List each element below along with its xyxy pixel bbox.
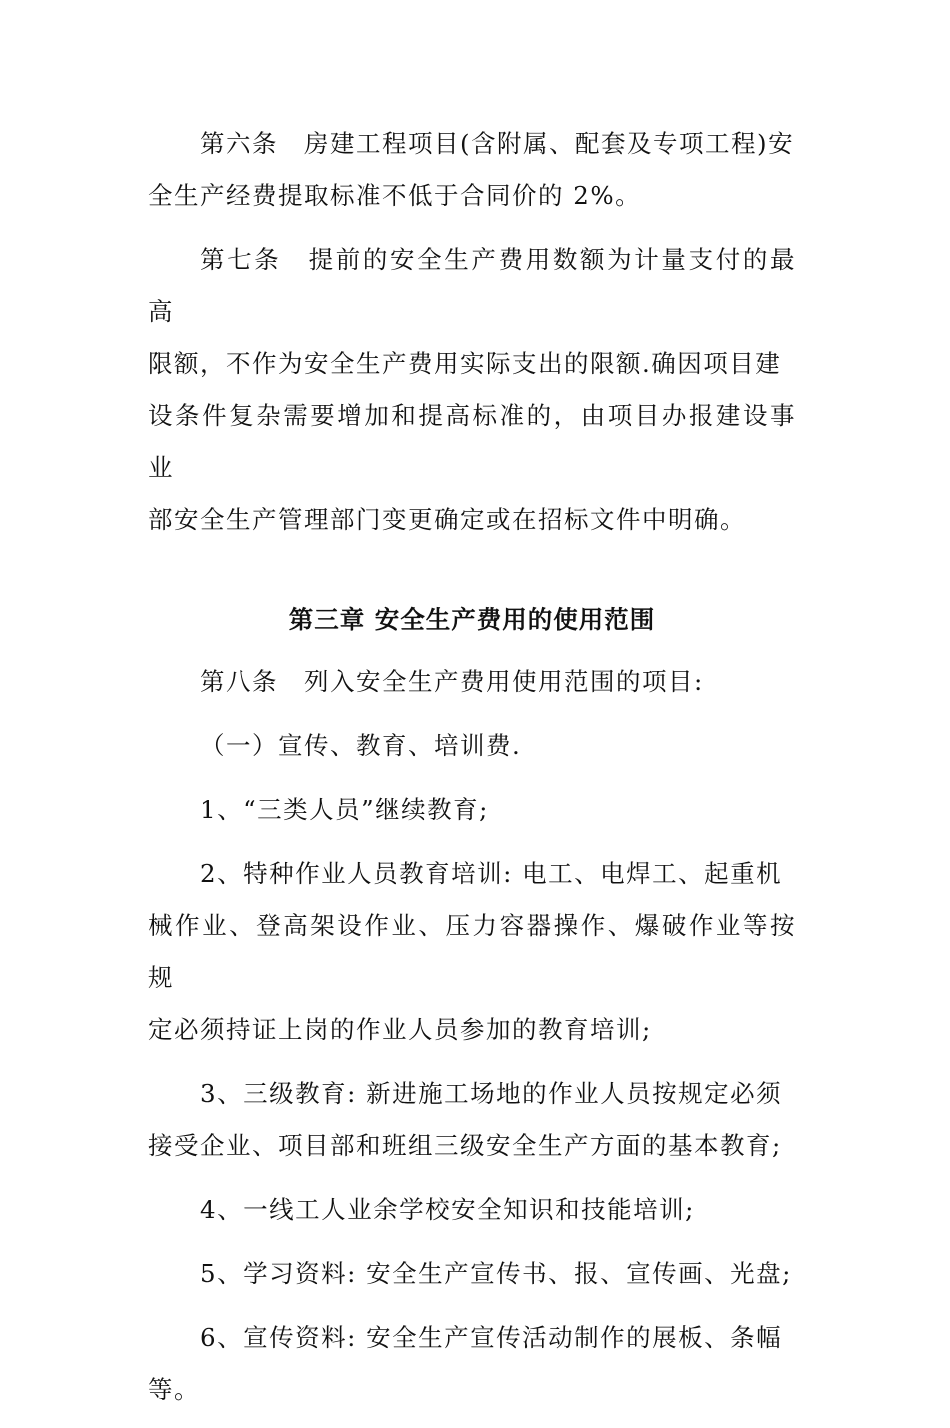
- item-4-line-1: 4、一线工人业余学校安全知识和技能培训;: [200, 1195, 695, 1224]
- list-item: [148, 1184, 796, 1236]
- article-7-line-2: 限额，不作为安全生产费用实际支出的限额.确因项目建: [148, 349, 782, 378]
- item-2-line-3: 定必须持证上岗的作业人员参加的教育培训;: [148, 1015, 652, 1044]
- article-7-line-3: 设条件复杂需要增加和提高标准的，由项目办报建设事业: [148, 401, 796, 482]
- section-1-title: [148, 720, 796, 772]
- article-8-text: 列入安全生产费用使用范围的项目:: [304, 667, 704, 696]
- item-2-line-2: 械作业、登高架设作业、压力容器操作、爆破作业等按规: [148, 911, 796, 992]
- article-8-label: 第八条: [200, 667, 278, 696]
- article-7-line-1: [148, 234, 796, 338]
- item-1-line-1: 1、“三类人员”继续教育;: [200, 795, 489, 824]
- article-6-label: 第六条: [200, 129, 278, 158]
- list-item: [148, 1312, 796, 1416]
- item-3-line-1: 3、三级教育: 新进施工场地的作业人员按规定必须: [200, 1079, 783, 1108]
- article-7-label: 第七条: [200, 245, 282, 274]
- item-3-line-2: 接受企业、项目部和班组三级安全生产方面的基本教育;: [148, 1131, 782, 1160]
- item-2-line-1: 2、特种作业人员教育培训: 电工、电焊工、起重机: [200, 859, 783, 888]
- section-1-title-text: （一）宣传、教育、培训费.: [200, 731, 522, 760]
- article-7-line-4: 部安全生产管理部门变更确定或在招标文件中明确。: [148, 505, 746, 534]
- article-7-paragraph: [148, 234, 796, 546]
- item-6-line-1: 6、宣传资料: 安全生产宣传活动制作的展板、条幅: [200, 1323, 783, 1352]
- article-6-line-2: 全生产经费提取标准不低于合同价的 2%。: [148, 181, 642, 210]
- list-item: [148, 1068, 796, 1172]
- article-8-line: [148, 656, 796, 708]
- chapter-3-heading: 第三章 安全生产费用的使用范围: [288, 605, 656, 634]
- article-7-text-1: 提前的安全生产费用数额为计量支付的最高: [148, 245, 797, 326]
- item-6-line-2: 等。: [148, 1375, 200, 1404]
- list-item: [148, 1248, 796, 1300]
- article-6-line-1: [148, 118, 796, 170]
- article-6-paragraph: [148, 118, 796, 222]
- article-8-paragraph: [148, 656, 796, 708]
- article-6-text-1: 房建工程项目(含附属、配套及专项工程)安: [304, 129, 795, 158]
- list-item: [148, 848, 796, 1056]
- list-item: [148, 784, 796, 836]
- document-body: [148, 118, 796, 1428]
- item-5-line-1: 5、学习资料: 安全生产宣传书、报、宣传画、光盘;: [200, 1259, 792, 1288]
